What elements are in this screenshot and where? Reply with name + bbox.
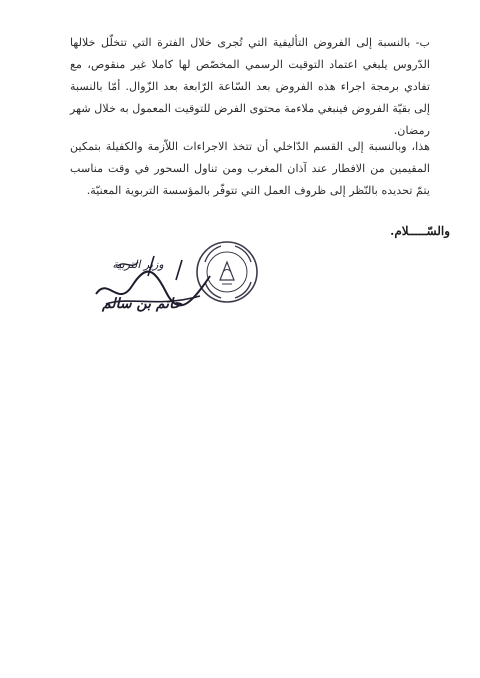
paragraph-exams: ب- بالنسبة إلى الفروض التأليفية التي تُجرى خلال الفترة التي تتخلّل خلالها الدّروس يلبغي اعتماد التوقيت الرسمي المخصّص لها كاملا غير منقوص، مع تفادي برمجة اجراء هذه الفروض بعد السّاعة الرّابعة بعد الزّوال. أمّا بالنسبة إلى بقيّة الفروض فينبغي ملاءمة محتوى الفرض للتوقيت المعمول به خلال شهر رمضان.: [70, 36, 430, 137]
minister-title: وزير التربية: [112, 258, 164, 271]
paragraph-boarding: هذا، وبالنسبة إلى القسم الدّاخلي أن تتخذ الاجراءات اللاّزمة والكفيلة بتمكين المقيمين من الافطار عند آذان المغرب ومن تناول السحور في وقت مناسب يتمّ تحديده بالنّظر إلى ظروف العمل التي تتوفّر بالمؤسسة التربوية المعنيّة.: [70, 140, 430, 197]
minister-name: حاتم بن سالم: [101, 296, 182, 312]
closing-salutation: والسّـــــلام.: [390, 224, 450, 238]
